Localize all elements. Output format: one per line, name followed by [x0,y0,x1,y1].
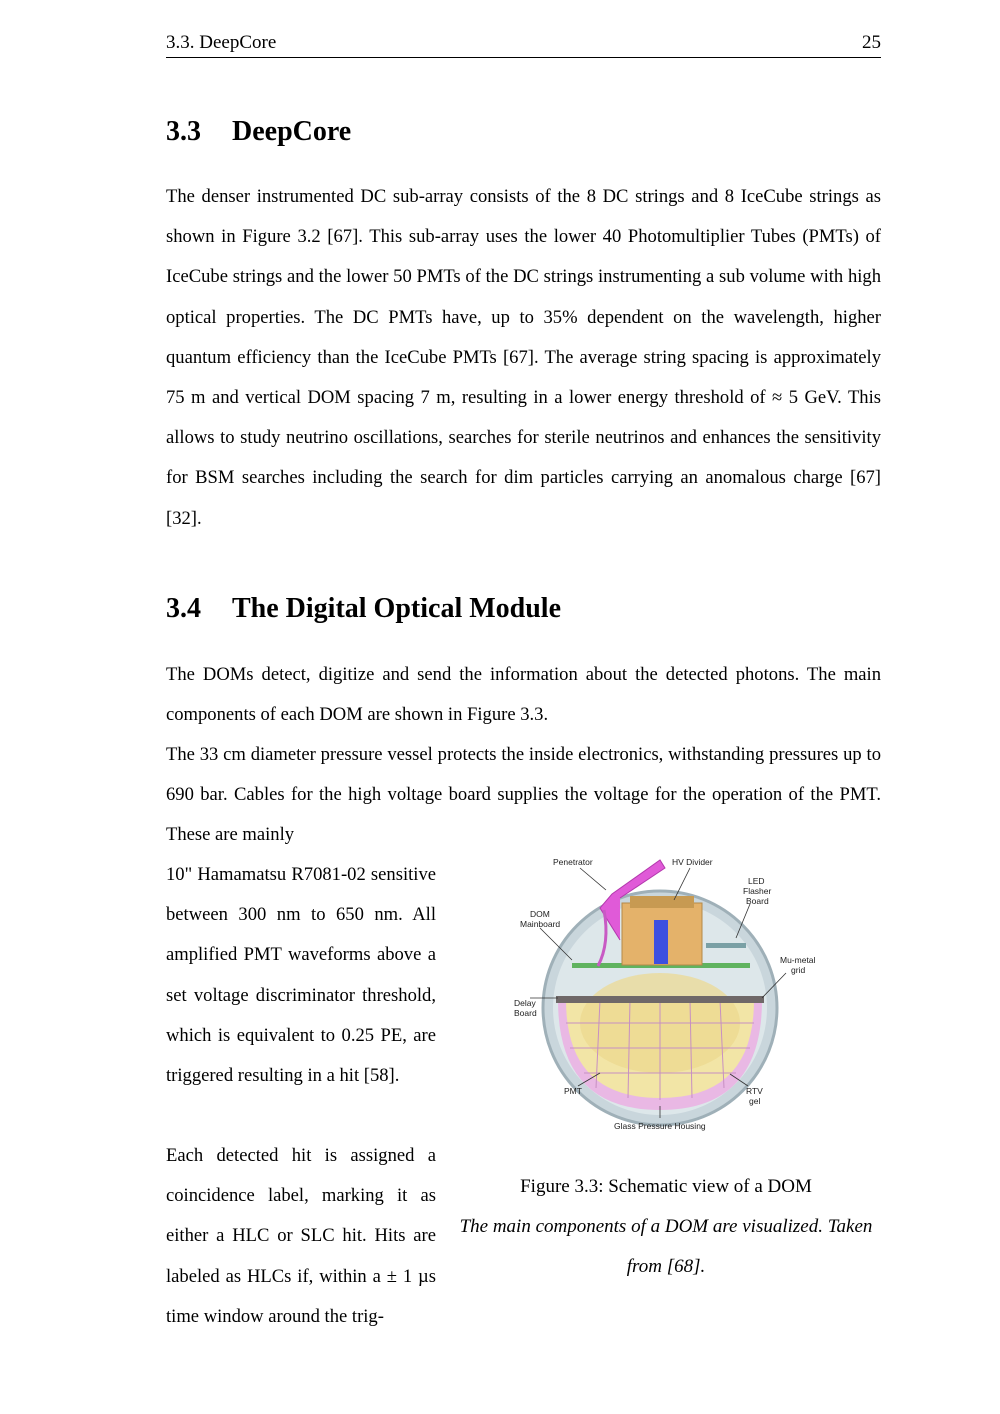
label-dom-mainboard-2: Mainboard [520,919,561,929]
header-page-number: 25 [862,32,881,53]
dom-intro-paragraph: The DOMs detect, digitize and send the information about the detected photons. The main components of each DOM are shown in Figure 3.3. [166,664,881,726]
dom-schematic-drawing [500,848,830,1138]
label-penetrator: Penetrator [553,857,593,867]
hit-label-paragraph: Each detected hit is assigned a coincidence label, marking it as either a HLC or SLC hit. Hits are labeled as HLCs if, within a ± 1 µs time window around the trig- [166,1145,436,1327]
label-dom-mainboard-1: DOM [530,909,550,919]
led-flasher-board [706,943,746,948]
deepcore-paragraph: The denser instrumented DC sub-array consists of the 8 DC strings and 8 IceCube strings as shown in Figure 3.2 [67]. This sub-array uses the lower 40 Photomultiplier Tubes (PMTs) of IceCube strings and the lower 50 PMTs of the DC strings instrumenting a sub volume with high optical properties. The DC PMTs have, up to 35% dependent on the wavelength, higher quantum efficiency than the IceCube PMTs [67]. The average string spacing is approximately 75 m and vertical DOM spacing 7 m, resulting in a lower energy threshold of ≈ 5 GeV. This allows to study neutrino oscillations, searches for sterile neutrinos and enhances the sensitivity for BSM searches including the search for dim particles carrying an anomalous charge [67] [32]. [166,186,881,529]
pmt-base-blue [654,920,668,964]
label-rtv-2: gel [749,1096,761,1106]
label-led-2: Flasher [743,886,772,896]
caption-description: The main components of a DOM are visualized. Taken from [68]. [459,1216,873,1277]
header-section-title: 3.3. DeepCore [166,32,277,53]
figure-caption [448,1167,884,1287]
label-rtv-1: RTV [746,1086,763,1096]
delay-board-bar [556,996,764,1003]
hv-divider-top [630,896,694,908]
pressure-vessel-paragraph: The 33 cm diameter pressure vessel protects the inside electronics, withstanding pressures up to 690 bar. Cables for the high voltage board supplies the voltage for the operation of the PMT. These are mainly [166,744,881,846]
label-led-3: Board [746,896,769,906]
section-title: The Digital Optical Module [232,593,561,624]
caption-title: Figure 3.3: Schematic view of a DOM [520,1176,812,1197]
label-mu-metal-1: Mu-metal [780,955,816,965]
label-delay-board-2: Board [514,1008,537,1018]
section-title: DeepCore [232,116,352,147]
label-mu-metal-2: grid [791,965,806,975]
section-number: 3.3 [166,116,201,147]
section-heading-3-4 [166,593,561,625]
section-heading-3-3 [166,116,351,148]
label-glass-housing: Glass Pressure Housing [614,1121,706,1131]
label-hv-divider: HV Divider [672,857,713,867]
label-delay-board-1: Delay [514,998,536,1008]
dom-schematic-figure [500,848,830,1138]
running-header [166,30,881,58]
label-led-1: LED [748,876,765,886]
label-pmt: PMT [564,1086,582,1096]
section-number: 3.4 [166,593,201,624]
pmt-description-paragraph: 10" Hamamatsu R7081-02 sensitive between 300 nm to 650 nm. All amplified PMT waveforms above a set voltage discriminator threshold, which is equivalent to 0.25 PE, are triggered resulting in a hit [58]. [166,864,436,1087]
